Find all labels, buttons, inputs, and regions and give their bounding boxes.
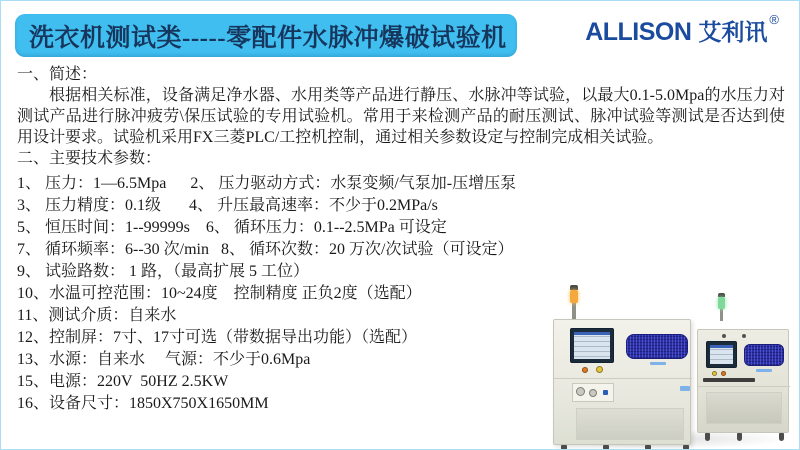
touchscreen-display	[574, 332, 610, 359]
pressure-gauge-icon	[589, 389, 597, 397]
caster-wheel	[561, 445, 567, 450]
lower-panel	[576, 408, 684, 440]
touchscreen	[570, 328, 614, 363]
logo-wordmark: ALLISON	[585, 18, 692, 46]
spec-line-7: 11、测试介质：自来水	[17, 307, 177, 324]
tower-light-orange-icon	[570, 290, 578, 303]
overview-paragraph: 根据相关标准，设备满足净水器、水用类等产品进行静压、水脉冲等试验，以最大0.1-5.0Mpa的水压力对测试产品进行脉冲疲劳\保压试验的专用试验机。常用于来检测产品的耐压测试、脉冲试验等测试是否达到使用设计要求。试验机采用FX三菱PLC/工控机控制，通过相关参数设定与控制完成相关试验。	[17, 87, 785, 146]
pressure-gauge-icon	[576, 387, 585, 396]
control-button	[582, 367, 588, 373]
spec-line-8: 12、控制屏：7寸、17寸可选（带数据导出功能）（选配）	[17, 329, 418, 346]
machine-large-cabinet	[553, 319, 691, 445]
gauge-panel	[572, 383, 614, 402]
test-chamber-window	[626, 334, 688, 359]
title-banner	[15, 14, 517, 57]
machine-label	[650, 362, 666, 365]
indicator-light	[603, 390, 608, 395]
spec-line-10: 15、电源：220V 50HZ 2.5KW	[17, 373, 229, 390]
machine-large	[539, 283, 797, 450]
logo-chinese-name: 艾利讯	[698, 19, 768, 45]
spec-line-9: 13、水源：自来水 气源：不少于0.6Mpa	[17, 351, 311, 368]
spec-line-4: 7、 循环频率：6--30 次/min 8、 循环次数：20 万次/次试验（可设定）	[17, 241, 514, 258]
spec-line-1: 1、 压力：1—6.5Mpa 2、 压力驱动方式：水泵变频/气泵加-压增压泵	[17, 175, 517, 192]
overview-heading: 一、简述：	[17, 66, 98, 83]
spec-line-11: 16、设备尺寸：1850X750X1650MM	[17, 395, 269, 412]
side-label	[680, 386, 690, 391]
brand-logo	[585, 12, 779, 46]
page-title: 洗衣机测试类-----零配件水脉冲爆破试验机	[29, 24, 507, 52]
caster-wheel	[683, 445, 689, 450]
caster-wheel	[603, 445, 609, 450]
specs-heading: 二、主要技术参数：	[17, 150, 162, 167]
tower-light-pole	[572, 301, 576, 319]
equipment-photo	[539, 283, 797, 450]
spec-line-2: 3、 压力精度：0.1级 4、 升压最高速率：不少于0.2MPa/s	[17, 197, 438, 214]
spec-line-3: 5、 恒压时间：1--99999s 6、 循环压力：0.1--2.5MPa 可设定	[17, 219, 447, 236]
caster-wheel	[645, 445, 651, 450]
control-button	[596, 366, 603, 373]
spec-line-6: 10、水温可控范围：10~24度 控制精度 正负2度（选配）	[17, 285, 422, 302]
spec-line-5: 9、 试验路数： 1 路，（最高扩展 5 工位）	[17, 263, 310, 280]
registered-trademark-icon: ®	[769, 12, 779, 27]
